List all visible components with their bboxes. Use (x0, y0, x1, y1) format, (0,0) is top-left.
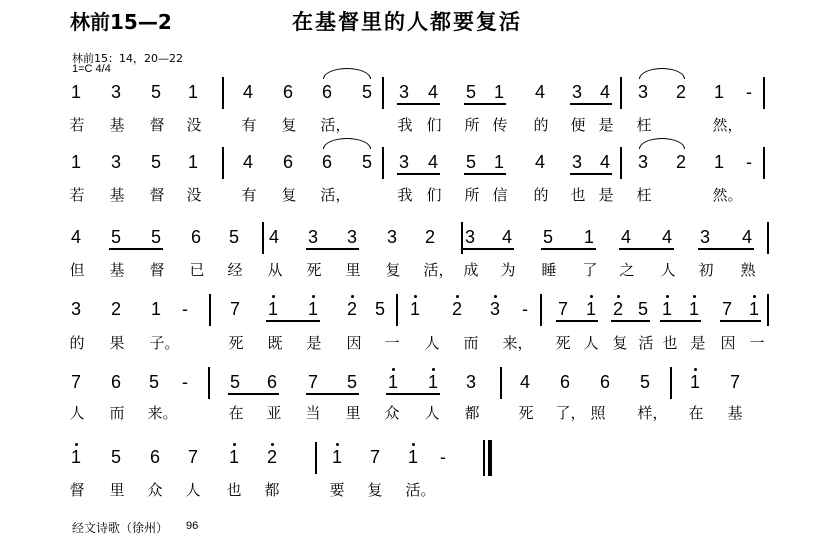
lyric: 我 (397, 186, 413, 204)
note: 4 (70, 227, 81, 247)
bar-line (500, 367, 502, 399)
note: 6 (321, 82, 332, 102)
lyric: 是 (598, 116, 614, 134)
note: 6 (190, 227, 201, 247)
note: 5 (465, 152, 476, 172)
lyric: 枉 (636, 116, 652, 134)
lyric: 活 (638, 334, 654, 352)
beam-underline (464, 103, 506, 105)
lyric: 基 (109, 116, 125, 134)
lyric: 的 (69, 334, 85, 352)
lyric: 复 (612, 334, 628, 352)
octave-dot (312, 295, 315, 298)
beam-underline (228, 393, 279, 395)
note: 3 (464, 227, 475, 247)
note: 4 (268, 227, 279, 247)
note: 1 (713, 152, 724, 172)
note: 7 (229, 299, 240, 319)
lyric: 在 (688, 404, 704, 422)
note: 3 (110, 82, 121, 102)
lyric: 枉 (636, 186, 652, 204)
lyric: 死 (555, 334, 571, 352)
lyric: 是 (690, 334, 706, 352)
lyric: 传 (492, 116, 508, 134)
lyric: 是 (306, 334, 322, 352)
note: 5 (148, 372, 159, 392)
lyric: 我 (397, 116, 413, 134)
bar-line (222, 147, 224, 179)
note: 1 (713, 82, 724, 102)
octave-dot (336, 443, 339, 446)
lyric: 若 (69, 116, 85, 134)
lyric: 复 (367, 481, 383, 499)
note: 1 (585, 299, 596, 319)
beam-underline (541, 248, 596, 250)
note: 5 (110, 227, 121, 247)
lyric: 基 (109, 186, 125, 204)
lyric: 来。 (147, 404, 178, 422)
note: 3 (110, 152, 121, 172)
bar-line (763, 147, 765, 179)
note: 3 (307, 227, 318, 247)
lyric: 死 (518, 404, 534, 422)
note: 2 (675, 82, 686, 102)
note: 3 (386, 227, 397, 247)
bar-line (483, 440, 485, 476)
lyric: 们 (426, 116, 442, 134)
footer-source: 经文诗歌（徐州） (72, 521, 169, 535)
bar-line (315, 442, 317, 474)
note: 4 (242, 82, 253, 102)
note: 1 (407, 447, 418, 467)
beam-underline (266, 320, 320, 322)
note: 2 (266, 447, 277, 467)
lyric: 活， (423, 261, 454, 279)
bar-line (763, 77, 765, 109)
note: 4 (519, 372, 530, 392)
beam-underline (109, 248, 163, 250)
sustain-dash: - (746, 152, 752, 172)
note: 1 (70, 152, 81, 172)
bar-line (209, 294, 211, 326)
slur-arc (323, 138, 371, 149)
note: 5 (229, 372, 240, 392)
lyric: 是 (598, 186, 614, 204)
note: 7 (729, 372, 740, 392)
note: 1 (688, 299, 699, 319)
note: 5 (361, 152, 372, 172)
lyric: 因 (346, 334, 362, 352)
lyric: 人 (185, 481, 201, 499)
note: 4 (741, 227, 752, 247)
octave-dot (233, 443, 236, 446)
note: 2 (675, 152, 686, 172)
beam-underline (386, 393, 440, 395)
lyric: 人 (424, 404, 440, 422)
note: 1 (70, 447, 81, 467)
note: 1 (187, 82, 198, 102)
octave-dot (753, 295, 756, 298)
note: 5 (361, 82, 372, 102)
lyric: 便 (570, 116, 586, 134)
note: 5 (150, 82, 161, 102)
note: 6 (599, 372, 610, 392)
note: 3 (699, 227, 710, 247)
octave-dot (590, 295, 593, 298)
lyric: 督 (149, 261, 165, 279)
lyric: 当 (305, 404, 321, 422)
sustain-dash: - (182, 299, 188, 319)
song-title: 在基督里的人都要复活 (292, 10, 522, 34)
beam-underline (698, 248, 754, 250)
lyric: 复 (385, 261, 401, 279)
note: 5 (110, 447, 121, 467)
note: 4 (427, 82, 438, 102)
lyric: 子。 (149, 334, 180, 352)
sustain-dash: - (522, 299, 528, 319)
key-time-signature: 1=C 4/4 (72, 63, 111, 75)
note: 3 (70, 299, 81, 319)
note: 3 (637, 152, 648, 172)
note: 4 (501, 227, 512, 247)
note: 2 (424, 227, 435, 247)
octave-dot (666, 295, 669, 298)
note: 2 (346, 299, 357, 319)
note: 6 (282, 82, 293, 102)
octave-dot (392, 368, 395, 371)
lyric: 死 (306, 261, 322, 279)
lyric: 也 (662, 334, 678, 352)
note: 4 (599, 82, 610, 102)
lyric: 所 (464, 186, 480, 204)
octave-dot (414, 295, 417, 298)
beam-underline (463, 248, 514, 250)
lyric: 了 (582, 261, 598, 279)
lyric: 人 (424, 334, 440, 352)
bar-line (620, 147, 622, 179)
beam-underline (720, 320, 761, 322)
octave-dot (351, 295, 354, 298)
lyric: 活， (320, 186, 351, 204)
octave-dot (75, 443, 78, 446)
note: 1 (748, 299, 759, 319)
beam-underline (570, 173, 612, 175)
beam-underline (556, 320, 598, 322)
note: 3 (398, 82, 409, 102)
note: 1 (387, 372, 398, 392)
lyric: 要 (329, 481, 345, 499)
note: 6 (559, 372, 570, 392)
beam-underline (619, 248, 674, 250)
beam-underline (464, 173, 506, 175)
lyric: 里 (345, 261, 361, 279)
slur-arc (323, 68, 371, 79)
bar-line (767, 222, 769, 254)
lyric: 里 (109, 481, 125, 499)
octave-dot (271, 443, 274, 446)
note: 6 (282, 152, 293, 172)
lyric: 睡 (541, 261, 557, 279)
scripture-reference-label: 林前15—2 (70, 10, 172, 34)
lyric: 从 (267, 261, 283, 279)
note: 4 (599, 152, 610, 172)
note: 3 (571, 82, 582, 102)
note: 1 (493, 152, 504, 172)
lyric: 而 (109, 404, 125, 422)
octave-dot (494, 295, 497, 298)
page-number: 96 (186, 520, 199, 532)
sustain-dash: - (440, 447, 446, 467)
beam-underline (660, 320, 701, 322)
note: 7 (187, 447, 198, 467)
note: 1 (70, 82, 81, 102)
note: 7 (557, 299, 568, 319)
note: 1 (409, 299, 420, 319)
note: 5 (542, 227, 553, 247)
octave-dot (412, 443, 415, 446)
lyric: 人 (583, 334, 599, 352)
note: 1 (267, 299, 278, 319)
lyric: 若 (69, 186, 85, 204)
beam-underline (397, 173, 440, 175)
lyric: 基 (109, 261, 125, 279)
lyric: 初 (698, 261, 714, 279)
note: 7 (721, 299, 732, 319)
lyric: 所 (464, 116, 480, 134)
lyric: 既 (267, 334, 283, 352)
lyric: 在 (228, 404, 244, 422)
note: 5 (150, 152, 161, 172)
note: 7 (369, 447, 380, 467)
beam-underline (570, 103, 612, 105)
lyric: 一 (749, 334, 765, 352)
beam-underline (611, 320, 650, 322)
lyric: 复 (281, 116, 297, 134)
note: 3 (637, 82, 648, 102)
note: 1 (689, 372, 700, 392)
lyric: 因 (720, 334, 736, 352)
note: 1 (228, 447, 239, 467)
sustain-dash: - (746, 82, 752, 102)
octave-dot (617, 295, 620, 298)
lyric: 人 (660, 261, 676, 279)
lyric: 亚 (266, 404, 282, 422)
note: 1 (150, 299, 161, 319)
beam-underline (306, 393, 359, 395)
lyric: 们 (426, 186, 442, 204)
note: 2 (110, 299, 121, 319)
bar-line (208, 367, 210, 399)
note: 3 (346, 227, 357, 247)
lyric: 也 (226, 481, 242, 499)
beam-underline (306, 248, 359, 250)
scripture-verses: 林前15：14，20—22 (72, 52, 183, 65)
lyric: 有 (241, 116, 257, 134)
final-bar-line (488, 440, 492, 476)
note: 2 (612, 299, 623, 319)
lyric: 为 (500, 261, 516, 279)
octave-dot (456, 295, 459, 298)
lyric: 死 (228, 334, 244, 352)
note: 1 (583, 227, 594, 247)
lyric: 基 (727, 404, 743, 422)
note: 4 (427, 152, 438, 172)
lyric: 复 (281, 186, 297, 204)
note: 5 (639, 372, 650, 392)
note: 1 (331, 447, 342, 467)
lyric: 人 (69, 404, 85, 422)
bar-line (222, 77, 224, 109)
note: 2 (451, 299, 462, 319)
octave-dot (693, 295, 696, 298)
lyric: 众 (147, 481, 163, 499)
lyric: 一 (384, 334, 400, 352)
lyric: 但 (69, 261, 85, 279)
bar-line (540, 294, 542, 326)
lyric: 而 (463, 334, 479, 352)
lyric: 果 (109, 334, 125, 352)
lyric: 然， (712, 116, 743, 134)
bar-line (620, 77, 622, 109)
note: 3 (465, 372, 476, 392)
lyric: 已 (189, 261, 205, 279)
lyric: 照 (590, 404, 606, 422)
lyric: 督 (149, 116, 165, 134)
lyric: 都 (464, 404, 480, 422)
note: 4 (534, 82, 545, 102)
note: 6 (149, 447, 160, 467)
note: 3 (571, 152, 582, 172)
note: 5 (346, 372, 357, 392)
note: 5 (637, 299, 648, 319)
note: 1 (493, 82, 504, 102)
note: 5 (374, 299, 385, 319)
lyric: 里 (345, 404, 361, 422)
bar-line (382, 147, 384, 179)
note: 5 (150, 227, 161, 247)
note: 1 (427, 372, 438, 392)
note: 4 (534, 152, 545, 172)
lyric: 也 (570, 186, 586, 204)
slur-arc (639, 68, 685, 79)
note: 7 (70, 372, 81, 392)
note: 6 (110, 372, 121, 392)
lyric: 没 (186, 186, 202, 204)
lyric: 来， (502, 334, 533, 352)
bar-line (262, 222, 264, 254)
lyric: 都 (264, 481, 280, 499)
lyric: 督 (69, 481, 85, 499)
note: 1 (307, 299, 318, 319)
note: 3 (398, 152, 409, 172)
note: 1 (187, 152, 198, 172)
lyric: 活， (320, 116, 351, 134)
bar-line (670, 367, 672, 399)
note: 1 (661, 299, 672, 319)
note: 4 (242, 152, 253, 172)
note: 7 (307, 372, 318, 392)
note: 4 (661, 227, 672, 247)
lyric: 有 (241, 186, 257, 204)
octave-dot (432, 368, 435, 371)
lyric: 样， (637, 404, 668, 422)
lyric: 经 (227, 261, 243, 279)
bar-line (767, 294, 769, 326)
sustain-dash: - (182, 372, 188, 392)
note: 3 (489, 299, 500, 319)
note: 6 (321, 152, 332, 172)
lyric: 之 (619, 261, 635, 279)
note: 6 (266, 372, 277, 392)
octave-dot (272, 295, 275, 298)
note: 4 (620, 227, 631, 247)
lyric: 了， (555, 404, 586, 422)
lyric: 然。 (712, 186, 743, 204)
lyric: 督 (149, 186, 165, 204)
lyric: 众 (384, 404, 400, 422)
lyric: 活。 (405, 481, 436, 499)
note: 5 (465, 82, 476, 102)
lyric: 熟 (740, 261, 756, 279)
bar-line (396, 294, 398, 326)
octave-dot (694, 368, 697, 371)
note: 5 (228, 227, 239, 247)
bar-line (382, 77, 384, 109)
lyric: 信 (492, 186, 508, 204)
lyric: 的 (533, 116, 549, 134)
slur-arc (639, 138, 685, 149)
beam-underline (397, 103, 440, 105)
lyric: 没 (186, 116, 202, 134)
lyric: 的 (533, 186, 549, 204)
lyric: 成 (463, 261, 479, 279)
